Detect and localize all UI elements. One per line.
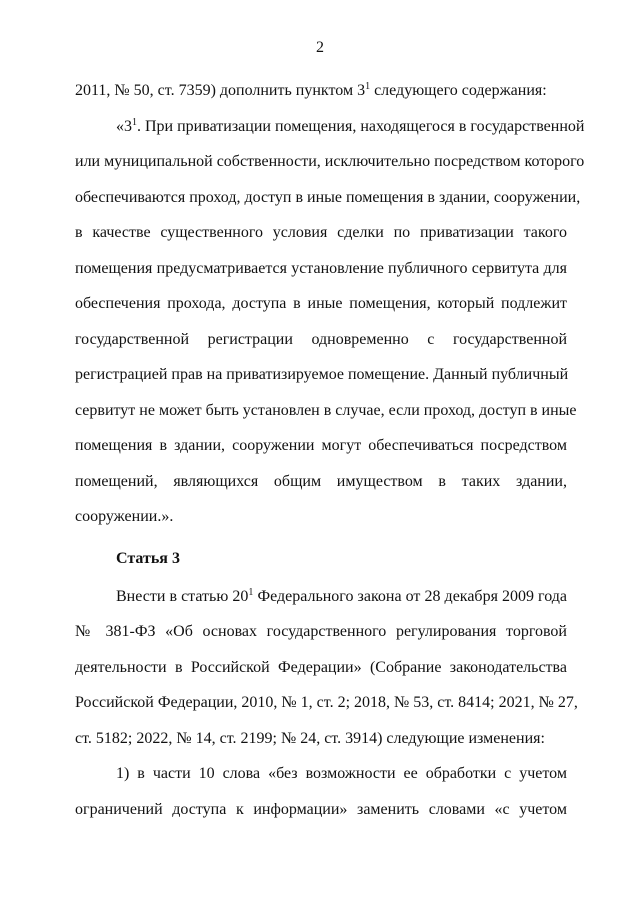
superscript: 1 [248, 586, 254, 598]
text-line: помещений, являющихся общим имуществом в таких здании, [75, 472, 567, 490]
text-line: Внести в статью $20^1$ Федерального закона от 28 декабря 2009 года [116, 586, 568, 605]
document-body [75, 73, 585, 827]
text-line: Российской Федерации, 2010, № 1, ст. 2; 2018, № 53, ст. 8414; 2021, № 27, [75, 694, 578, 711]
text-line: ст. 5182; 2022, № 14, ст. 2199; № 24, ст. 3914) следующие изменения: [75, 729, 545, 747]
text-line: 1) в части 10 слова «без возможности ее обработки с учетом [116, 765, 567, 782]
paragraph-point-3-1 [75, 109, 585, 535]
text-line: № 381-ФЗ «Об основах государственного регулирования торговой [75, 623, 567, 640]
text-line: государственной регистрации одновременно с государственной [75, 330, 567, 348]
text-line: деятельности в Российской Федерации» (Собрание законодательства [75, 658, 567, 676]
text-line: ограничений доступа к информации» заменить словами «с учетом [75, 800, 567, 818]
paragraph-amendment-intro [75, 73, 567, 109]
text-line: 2011, № 50, ст. 7359) дополнить пунктом $3^1$ следующего содержания: [75, 81, 547, 99]
text-line: обеспечения прохода, доступа в иные помещения, который подлежит [75, 295, 567, 312]
text-line: «$3^1$. При приватизации помещения, находящегося в государственной [116, 116, 585, 135]
text-line: или муниципальной собственности, исключительно посредством которого [75, 153, 585, 170]
text-line: помещения в здании, сооружении могут обеспечиваться посредством [75, 437, 567, 454]
text-line: в качестве существенного условия сделки по приватизации такого [75, 224, 567, 241]
text-line: помещения предусматривается установление публичного сервитута для [75, 259, 567, 277]
text-line: регистрацией прав на приватизируемое помещение. Данный публичный [75, 366, 569, 383]
text-line: сервитут не может быть установлен в случае, если проход, доступ в иные [75, 401, 577, 419]
paragraph-article-3 [75, 579, 578, 757]
superscript: 1 [365, 81, 371, 92]
text-line: обеспечиваются проход, доступ в иные помещения в здании, сооружении, [75, 188, 581, 206]
page-number: 2 [316, 39, 324, 56]
text-line: сооружении.». [75, 508, 174, 525]
paragraph-item-1 [75, 756, 567, 827]
article-heading: Статья 3 [116, 549, 180, 567]
superscript: 1 [132, 116, 137, 128]
